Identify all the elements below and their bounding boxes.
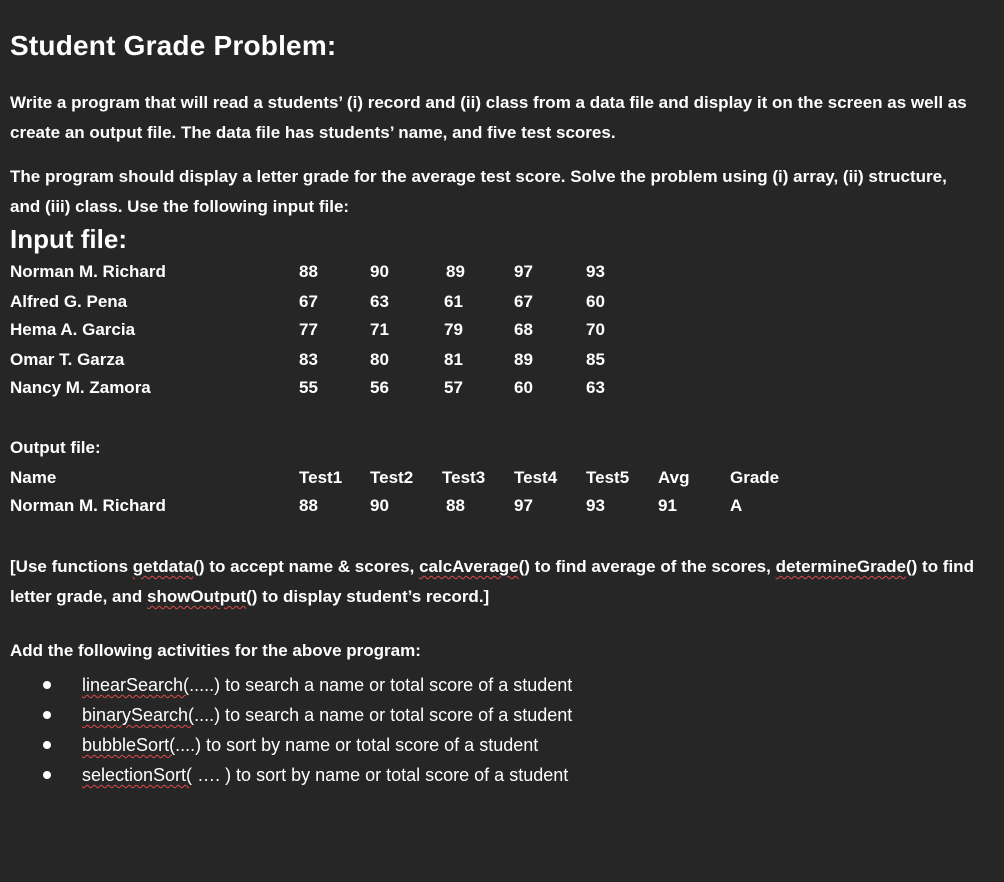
- test-score: 89: [446, 262, 465, 281]
- functions-note: [10, 552, 980, 612]
- header-cell: Test4: [514, 468, 558, 487]
- test-score: 85: [586, 350, 605, 369]
- test-score: 60: [514, 378, 533, 397]
- test-score: 97: [514, 262, 533, 281]
- function-name: getdata: [132, 557, 194, 576]
- bullet-icon: [43, 771, 51, 779]
- test-score: 60: [586, 292, 605, 311]
- header-cell: Test5: [586, 468, 630, 487]
- activity-text: .....) to search a name or total score of a student: [189, 675, 573, 695]
- test-score: 56: [370, 378, 389, 397]
- problem-instructions: The program should display a letter grade for the average test score. Solve the problem using (i) array, (ii) structure, and (iii) class. Use the following input file:: [10, 167, 947, 216]
- list-item: [10, 730, 572, 760]
- test-score: 77: [299, 320, 318, 339]
- header-cell: Avg: [658, 468, 690, 487]
- page-title: Student Grade Problem:: [10, 30, 337, 61]
- test-score: 81: [444, 350, 463, 369]
- function-name: binarySearch(: [82, 705, 195, 725]
- test-score: 90: [370, 262, 389, 281]
- output-file-heading: Output file:: [10, 438, 101, 457]
- student-name: Norman M. Richard: [10, 262, 166, 281]
- student-name: Omar T. Garza: [10, 350, 125, 369]
- bullet-icon: [43, 741, 51, 749]
- test-score: 80: [370, 350, 389, 369]
- test-score: 89: [514, 350, 533, 369]
- bullet-icon: [43, 711, 51, 719]
- test-score: 63: [586, 378, 605, 397]
- note-text: () to accept name & scores,: [193, 557, 420, 576]
- test-score: 57: [444, 378, 463, 397]
- problem-description: Write a program that will read a students’ (i) record and (ii) class from a data file and display it on the screen as well as create an output file. The data file has students’ name, and five test scores.: [10, 93, 967, 142]
- output-cell: 93: [586, 496, 605, 515]
- function-name: showOutput: [146, 587, 247, 606]
- note-text: () to find average of the scores,: [518, 557, 776, 576]
- test-score: 93: [586, 262, 605, 281]
- output-cell: 88: [299, 496, 318, 515]
- output-cell: Norman M. Richard: [10, 496, 166, 515]
- document-page: [10, 0, 994, 882]
- function-name: bubbleSort(: [82, 735, 176, 755]
- activities-list: [10, 670, 572, 790]
- function-name: selectionSort(: [82, 765, 193, 785]
- output-cell: 97: [514, 496, 533, 515]
- header-cell: Test2: [370, 468, 414, 487]
- student-name: Hema A. Garcia: [10, 320, 136, 339]
- output-cell: 90: [370, 496, 389, 515]
- test-score: 79: [444, 320, 463, 339]
- note-text: () to display student’s record.]: [246, 587, 490, 606]
- header-cell: Name: [10, 468, 57, 487]
- activity-text: ....) to search a name or total score of a student: [194, 705, 573, 725]
- header-cell: Grade: [730, 468, 780, 487]
- function-name: calcAverage: [419, 557, 519, 576]
- function-name: determineGrade: [775, 557, 906, 576]
- bullet-icon: [43, 681, 51, 689]
- header-cell: Test3: [442, 468, 486, 487]
- activity-text: ....) to sort by name or total score of a student: [175, 735, 539, 755]
- student-name: Alfred G. Pena: [10, 292, 128, 311]
- output-cell: 88: [446, 496, 465, 515]
- activities-heading: Add the following activities for the above program:: [10, 641, 421, 660]
- list-item: [10, 700, 572, 730]
- student-name: Nancy M. Zamora: [10, 378, 151, 397]
- output-cell: A: [730, 496, 743, 515]
- test-score: 71: [370, 320, 389, 339]
- note-text: [Use functions: [10, 557, 133, 576]
- list-item: [10, 670, 572, 700]
- test-score: 67: [299, 292, 318, 311]
- test-score: 55: [299, 378, 318, 397]
- test-score: 67: [514, 292, 533, 311]
- test-score: 61: [444, 292, 463, 311]
- note-text: () to find letter grade, and: [10, 557, 974, 606]
- test-score: 83: [299, 350, 318, 369]
- function-name: linearSearch(: [82, 675, 190, 695]
- input-file-heading: Input file:: [10, 224, 127, 254]
- header-cell: Test1: [299, 468, 343, 487]
- list-item: [10, 760, 572, 790]
- test-score: 68: [514, 320, 533, 339]
- test-score: 70: [586, 320, 605, 339]
- output-cell: 91: [658, 496, 677, 515]
- test-score: 63: [370, 292, 389, 311]
- activity-text: …. ) to sort by name or total score of a student: [192, 765, 569, 785]
- test-score: 88: [299, 262, 318, 281]
